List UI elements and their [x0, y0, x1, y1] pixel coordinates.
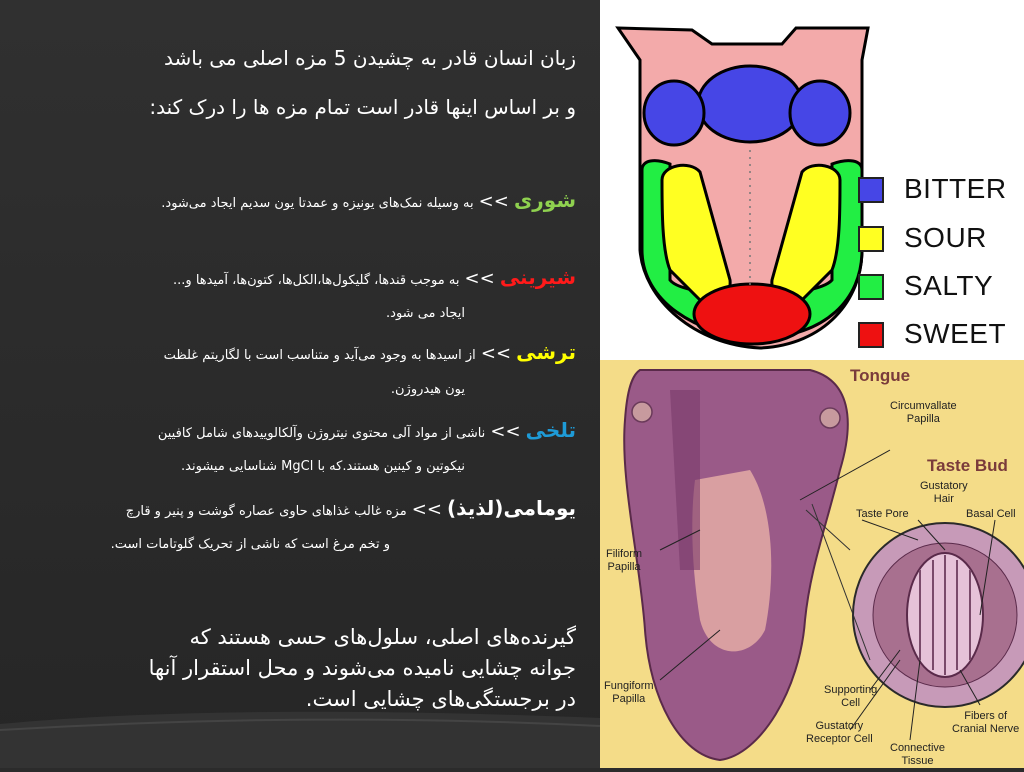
- taste-title-salty: شوری: [513, 188, 576, 212]
- taste-desc-bitter: ناشی از مواد آلی محتوی نیتروژن وآلکالوییدهای شامل کافیین: [157, 426, 486, 441]
- taste-item-sweet: [173, 265, 576, 289]
- legend-swatch-sour: [858, 226, 884, 252]
- separator: >>: [478, 191, 509, 212]
- taste-desc-umami: مزه غالب غذاهای حاوی عصاره گوشت و پنیر و قارچ: [125, 504, 407, 519]
- taste-desc-umami-2: و تخم مرغ است که ناشی از تحریک گلوتامات است.: [110, 537, 390, 552]
- legend-swatch-bitter: [858, 177, 884, 203]
- image-panel: [600, 0, 1024, 768]
- footer-line-1: گیرنده‌های اصلی، سلول‌های حسی هستند که: [189, 625, 576, 649]
- separator: >>: [464, 268, 495, 289]
- label-connective-tissue: Connective Tissue: [890, 742, 946, 767]
- legend-label-sour: SOUR: [904, 222, 987, 253]
- taste-map: [600, 0, 1024, 360]
- taste-item-umami: [126, 496, 576, 520]
- circumvallate-papilla-right: [820, 408, 840, 428]
- taste-item-sour: [164, 340, 576, 364]
- tongue-anatomy-illustration: [600, 360, 1024, 768]
- taste-title-bitter: تلخی: [525, 418, 576, 442]
- legend-swatch-sweet: [858, 322, 884, 348]
- label-gustatory-hair: Gustatory Hair: [920, 480, 968, 505]
- anatomy-title-tongue: Tongue: [850, 366, 911, 385]
- label-fungiform-papilla: Fungiform Papilla: [604, 680, 654, 705]
- anatomy-drawing: [600, 360, 1024, 768]
- label-gustatory-receptor-cell: Gustatory Receptor Cell: [806, 720, 873, 745]
- legend-swatch-salty: [858, 274, 884, 300]
- intro-line-2: و بر اساس اینها قادر است تمام مزه ها را درک کند:: [149, 95, 576, 119]
- taste-desc-sour: از اسیدها به وجود می‌آید و متناسب است با لگاریتم غلظت: [163, 348, 476, 363]
- label-circumvallate-papilla: Circumvallate Papilla: [890, 400, 957, 425]
- legend-label-sweet: SWEET: [904, 318, 1007, 349]
- taste-desc-bitter-2: نیکوتین و کینین هستند.که با MgCl شناسایی میشوند.: [181, 459, 465, 474]
- anatomy-title-taste-bud: Taste Bud: [927, 456, 1008, 475]
- label-supporting-cell: Supporting Cell: [824, 684, 878, 709]
- bitter-zone-center: [698, 66, 802, 142]
- taste-desc-salty: به وسیله نمک‌های یونیزه و عمدتا یون سدیم ایجاد می‌شود.: [161, 196, 474, 211]
- separator: >>: [480, 343, 512, 364]
- taste-item-bitter: [158, 418, 576, 442]
- footer-line-2: جوانه چشایی نامیده می‌شوند و محل استقرار آنها: [148, 656, 576, 680]
- sweet-zone: [694, 284, 810, 344]
- intro-line-1: زبان انسان قادر به چشیدن 5 مزه اصلی می باشد: [163, 46, 576, 70]
- taste-desc-sour-2: یون هیدروژن.: [390, 382, 465, 397]
- taste-item-salty: [161, 188, 576, 212]
- taste-title-sweet: شیرینی: [499, 265, 576, 289]
- footer-line-3: در برجستگی‌های چشایی است.: [305, 687, 576, 711]
- legend-label-bitter: BITTER: [904, 173, 1007, 204]
- label-basal-cell: Basal Cell: [966, 508, 1016, 520]
- separator: >>: [411, 499, 442, 520]
- label-cranial-nerve-fibers: Fibers of Cranial Nerve: [952, 710, 1020, 735]
- taste-desc-sweet-2: ایجاد می شود.: [386, 306, 465, 321]
- label-taste-pore: Taste Pore: [856, 508, 909, 520]
- label-filiform-papilla: Filiform Papilla: [606, 548, 643, 573]
- legend-label-salty: SALTY: [904, 270, 994, 301]
- bitter-zone-left: [644, 81, 704, 145]
- taste-desc-sweet: به موجب قندها، گلیکول‌ها،الکل‌ها، کتون‌ها، آمیدها و...: [173, 273, 460, 288]
- bitter-zone-right: [790, 81, 850, 145]
- separator: >>: [490, 421, 521, 442]
- taste-title-umami: یومامی(لذیذ): [447, 496, 576, 520]
- taste-title-sour: ترشی: [516, 340, 576, 364]
- circumvallate-papilla-left: [632, 402, 652, 422]
